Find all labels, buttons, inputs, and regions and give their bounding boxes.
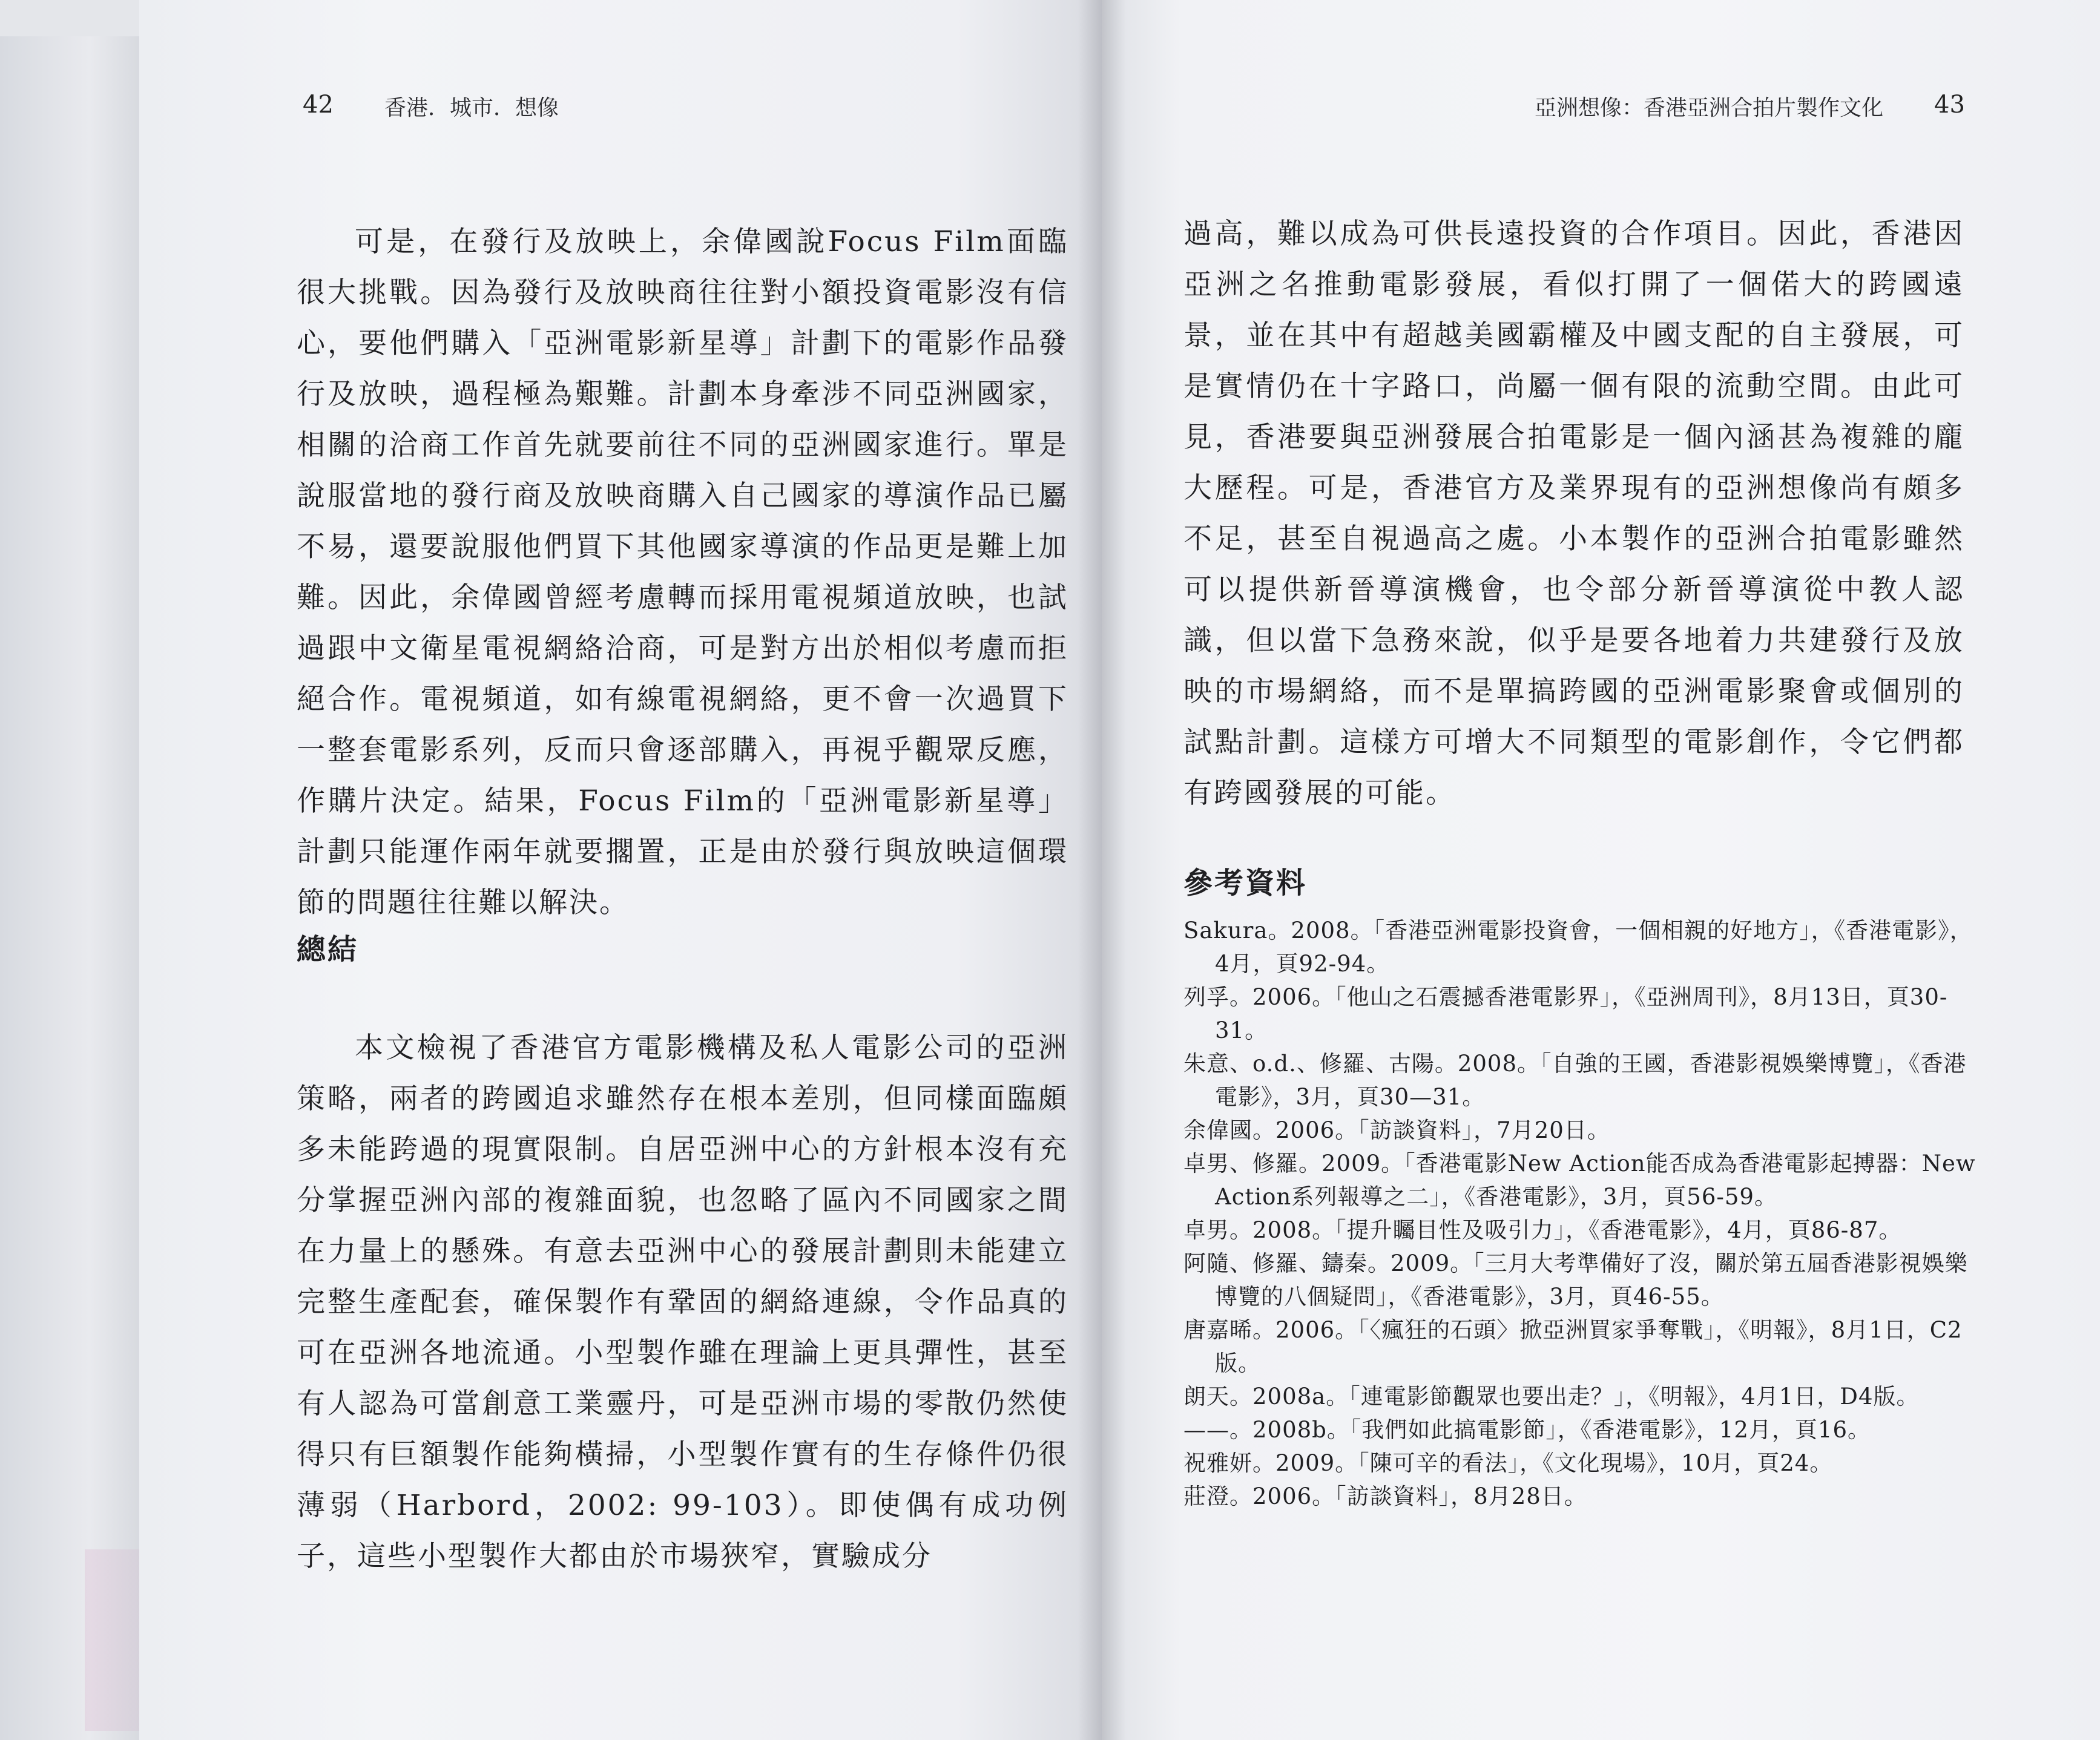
right-body-paragraph-block (1183, 209, 1964, 819)
running-head-right: 亞洲想像：香港亞洲合拍片製作文化 (1535, 96, 1884, 120)
reference-item: 祝雅妍。2009。「陳可辛的看法」，《文化現場》，10月，頁24。 (1183, 1450, 1833, 1476)
references-list (1183, 914, 1983, 1513)
section-heading-conclusion: 總結 (297, 933, 359, 967)
reference-item: 阿隨、修羅、鑄秦。2009。「三月大考準備好了沒，關於第五屆香港影視娛樂博覽的八個疑問」，《香港電影》，3月，頁46-55。 (1183, 1250, 1968, 1310)
left-body-paragraph-1-block (297, 217, 1068, 928)
references-heading: 參考資料 (1183, 866, 1308, 900)
reference-item: 朱意、o.d.、修羅、古陽。2008。「自強的王國，香港影視娛樂博覽」，《香港電影》，3月，頁30—31。 (1183, 1051, 1967, 1110)
right-paragraph-1: 過高，難以成為可供長遠投資的合作項目。因此，香港因亞洲之名推動電影發展，看似打開了一個偌大的跨國遠景，並在其中有超越美國霸權及中國支配的自主發展，可是實情仍在十字路口，尚屬一個有限的流動空間。由此可見，香港要與亞洲發展合拍電影是一個內涵甚為複雜的龐大歷程。可是，香港官方及業界現有的亞洲想像尚有頗多不足，甚至自視過高之處。小本製作的亞洲合拍電影雖然可以提供新晉導演機會，也令部分新晉導演從中教人認識，但以當下急務來說，似乎是要各地着力共建發行及放映的市場網絡，而不是單搞跨國的亞洲電影聚會或個別的試點計劃。這樣方可增大不同類型的電影創作，令它們都有跨國發展的可能。 (1183, 217, 1964, 810)
reference-item: 列孚。2006。「他山之石震撼香港電影界」，《亞洲周刊》，8月13日，頁30-31。 (1183, 984, 1948, 1043)
reference-item: 莊澄。2006。「訪談資料」，8月28日。 (1183, 1483, 1587, 1509)
left-body-paragraph-2-block (297, 1023, 1068, 1582)
left-paragraph-2: 本文檢視了香港官方電影機構及私人電影公司的亞洲策略，兩者的跨國追求雖然存在根本差別，但同樣面臨頗多未能跨過的現實限制。自居亞洲中心的方針根本沒有充分掌握亞洲內部的複雜面貌，也忽略了區內不同國家之間在力量上的懸殊。有意去亞洲中心的發展計劃則未能建立完整生產配套，確保製作有鞏固的網絡連線，令作品真的可在亞洲各地流通。小型製作雖在理論上更具彈性，甚至有人認為可當創意工業靈丹，可是亞洲市場的零散仍然使得只有巨額製作能夠橫掃，小型製作實有的生存條件仍很薄弱（Harbord，2002: 99-103）。即使偶有成功例子，這些小型製作大都由於市場狹窄，實驗成分 (297, 1031, 1068, 1573)
reference-item: 卓男。2008。「提升矚目性及吸引力」，《香港電影》，4月，頁86-87。 (1183, 1217, 1902, 1243)
book-gutter (1078, 0, 1126, 1740)
reference-item: 唐嘉晞。2006。「〈瘋狂的石頭〉掀亞洲買家爭奪戰」，《明報》，8月1日，C2版。 (1183, 1317, 1963, 1376)
reference-item: ——。2008b。「我們如此搞電影節」，《香港電影》，12月，頁16。 (1183, 1417, 1871, 1443)
page-number-right: 43 (1934, 91, 1965, 119)
page-number-left: 42 (303, 91, 334, 119)
reference-item: 余偉國。2006。「訪談資料」，7月20日。 (1183, 1117, 1610, 1143)
reference-item: 卓男、修羅。2009。「香港電影New Action能否成為香港電影起搏器：New Action系列報導之二」，《香港電影》，3月，頁56-59。 (1183, 1151, 1976, 1210)
left-paragraph-1: 可是，在發行及放映上，余偉國說Focus Film面臨很大挑戰。因為發行及放映商往往對小額投資電影沒有信心，要他們購入「亞洲電影新星導」計劃下的電影作品發行及放映，過程極為艱難。計劃本身牽涉不同亞洲國家，相關的洽商工作首先就要前往不同的亞洲國家進行。單是說服當地的發行商及放映商購入自己國家的導演作品已屬不易，還要說服他們買下其他國家導演的作品更是難上加難。因此，余偉國曾經考慮轉而採用電視頻道放映，也試過跟中文衛星電視網絡洽商，可是對方出於相似考慮而拒絕合作。電視頻道，如有線電視網絡，更不會一次過買下一整套電影系列，反而只會逐部購入，再視乎觀眾反應，作購片決定。結果，Focus Film的「亞洲電影新星導」計劃只能運作兩年就要擱置，正是由於發行與放映這個環節的問題往往難以解決。 (297, 225, 1068, 919)
reference-item: Sakura。2008。「香港亞洲電影投資會，一個相親的好地方」，《香港電影》，4月，頁92-94。 (1183, 918, 1973, 977)
running-head-left: 香港．城市．想像 (384, 96, 559, 120)
reference-item: 朗天。2008a。「連電影節觀眾也要出走？」，《明報》，4月1日，D4版。 (1183, 1384, 1920, 1410)
